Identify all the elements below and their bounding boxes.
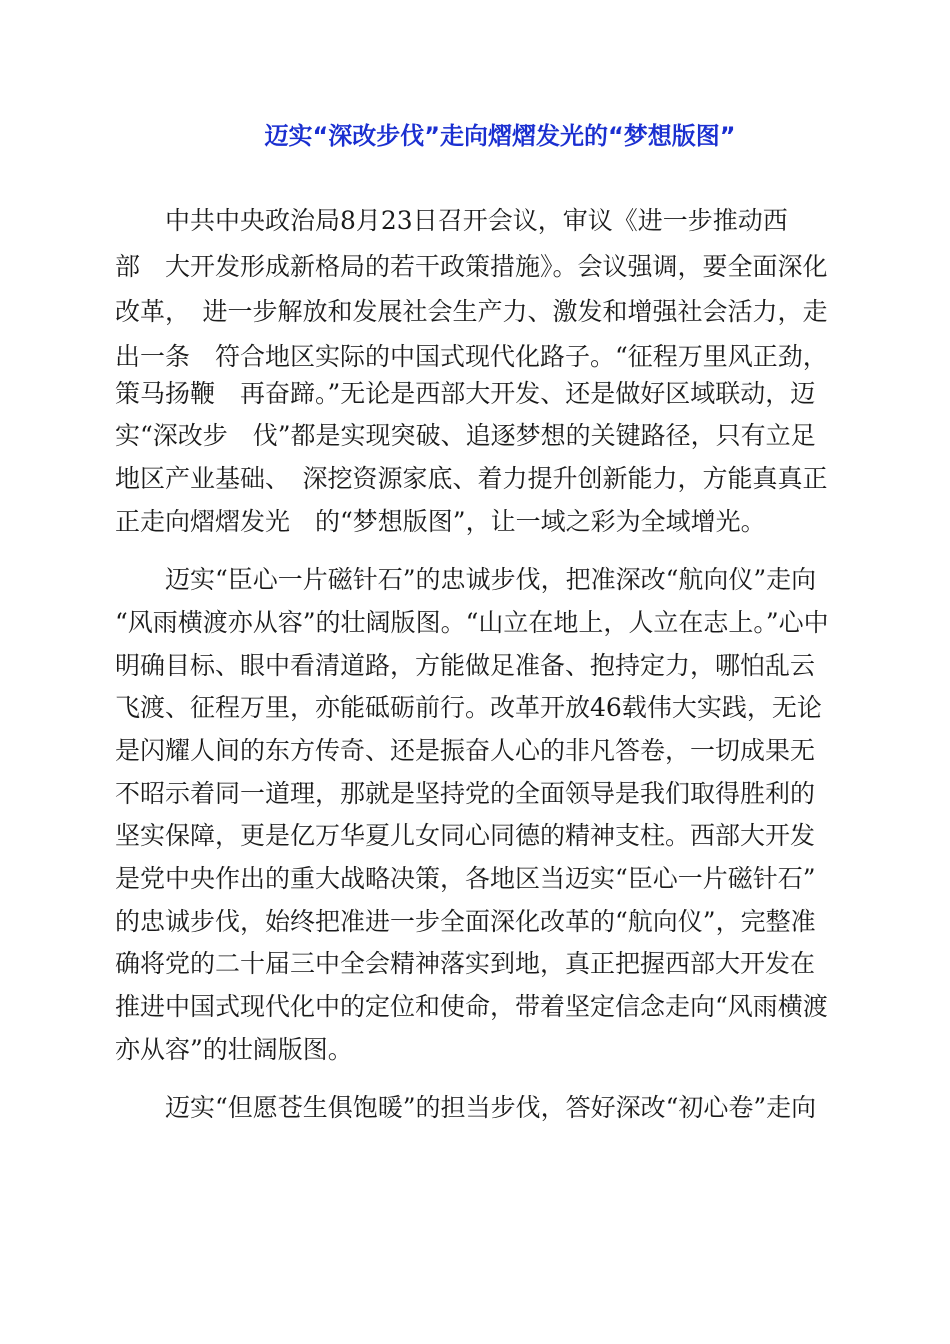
paragraph-1-line-6: 实“深改步 伐”都是实现突破、追逐梦想的关键路径，只有立足 <box>115 421 816 450</box>
paragraph-2-line-1: 迈实“臣心一片磁针石”的忠诚步伐，把准深改“航向仪”走向 <box>165 565 817 594</box>
paragraph-2-line-4: 飞渡、征程万里，亦能砥砺前行。改革开放46载伟大实践，无论 <box>115 693 822 722</box>
paragraph-2-line-7: 坚实保障，更是亿万华夏儿女同心同德的精神支柱。西部大开发 <box>115 821 816 850</box>
paragraph-2-line-9: 的忠诚步伐，始终把准进一步全面深化改革的“航向仪”，完整准 <box>115 907 816 936</box>
document-title: 迈实“深改步伐”走向熠熠发光的“梦想版图” <box>264 122 736 150</box>
paragraph-2-line-11: 推进中国式现代化中的定位和使命，带着坚定信念走向“风雨横渡 <box>115 992 828 1021</box>
paragraph-1-line-1: 中共中央政治局8月23日召开会议，审议《进一步推动西 <box>165 206 788 235</box>
paragraph-2-line-10: 确将党的二十届三中全会精神落实到地，真正把握西部大开发在 <box>115 949 816 978</box>
paragraph-2-line-12: 亦从容”的壮阔版图。 <box>115 1035 353 1064</box>
paragraph-2-line-8: 是党中央作出的重大战略决策，各地区当迈实“臣心一片磁针石” <box>115 864 816 893</box>
paragraph-1-line-5: 策马扬鞭 再奋蹄。”无论是西部大开发、还是做好区域联动，迈 <box>115 379 816 408</box>
paragraph-1-line-8: 正走向熠熠发光 的“梦想版图”，让一域之彩为全域增光。 <box>115 507 766 536</box>
paragraph-2-line-2: “风雨横渡亦从容”的壮阔版图。“山立在地上，人立在志上。”心中 <box>115 608 829 637</box>
paragraph-2-line-5: 是闪耀人间的东方传奇、还是振奋人心的非凡答卷，一切成果无 <box>115 736 816 765</box>
paragraph-1-line-4: 出一条 符合地区实际的中国式现代化路子。“征程万里风正劲， <box>115 342 828 371</box>
paragraph-3-line-1: 迈实“但愿苍生俱饱暖”的担当步伐，答好深改“初心卷”走向 <box>165 1093 817 1122</box>
paragraph-1-line-3: 改革， 进一步解放和发展社会生产力、激发和增强社会活力，走 <box>115 297 828 326</box>
paragraph-1-line-2: 部 大开发形成新格局的若干政策措施》。会议强调，要全面深化 <box>115 252 828 281</box>
paragraph-2-line-6: 不昭示着同一道理，那就是坚持党的全面领导是我们取得胜利的 <box>115 779 816 808</box>
paragraph-2-line-3: 明确目标、眼中看清道路，方能做足准备、抱持定力，哪怕乱云 <box>115 651 816 680</box>
paragraph-1-line-7: 地区产业基础、 深挖资源家底、着力提升创新能力，方能真真正 <box>115 464 828 493</box>
